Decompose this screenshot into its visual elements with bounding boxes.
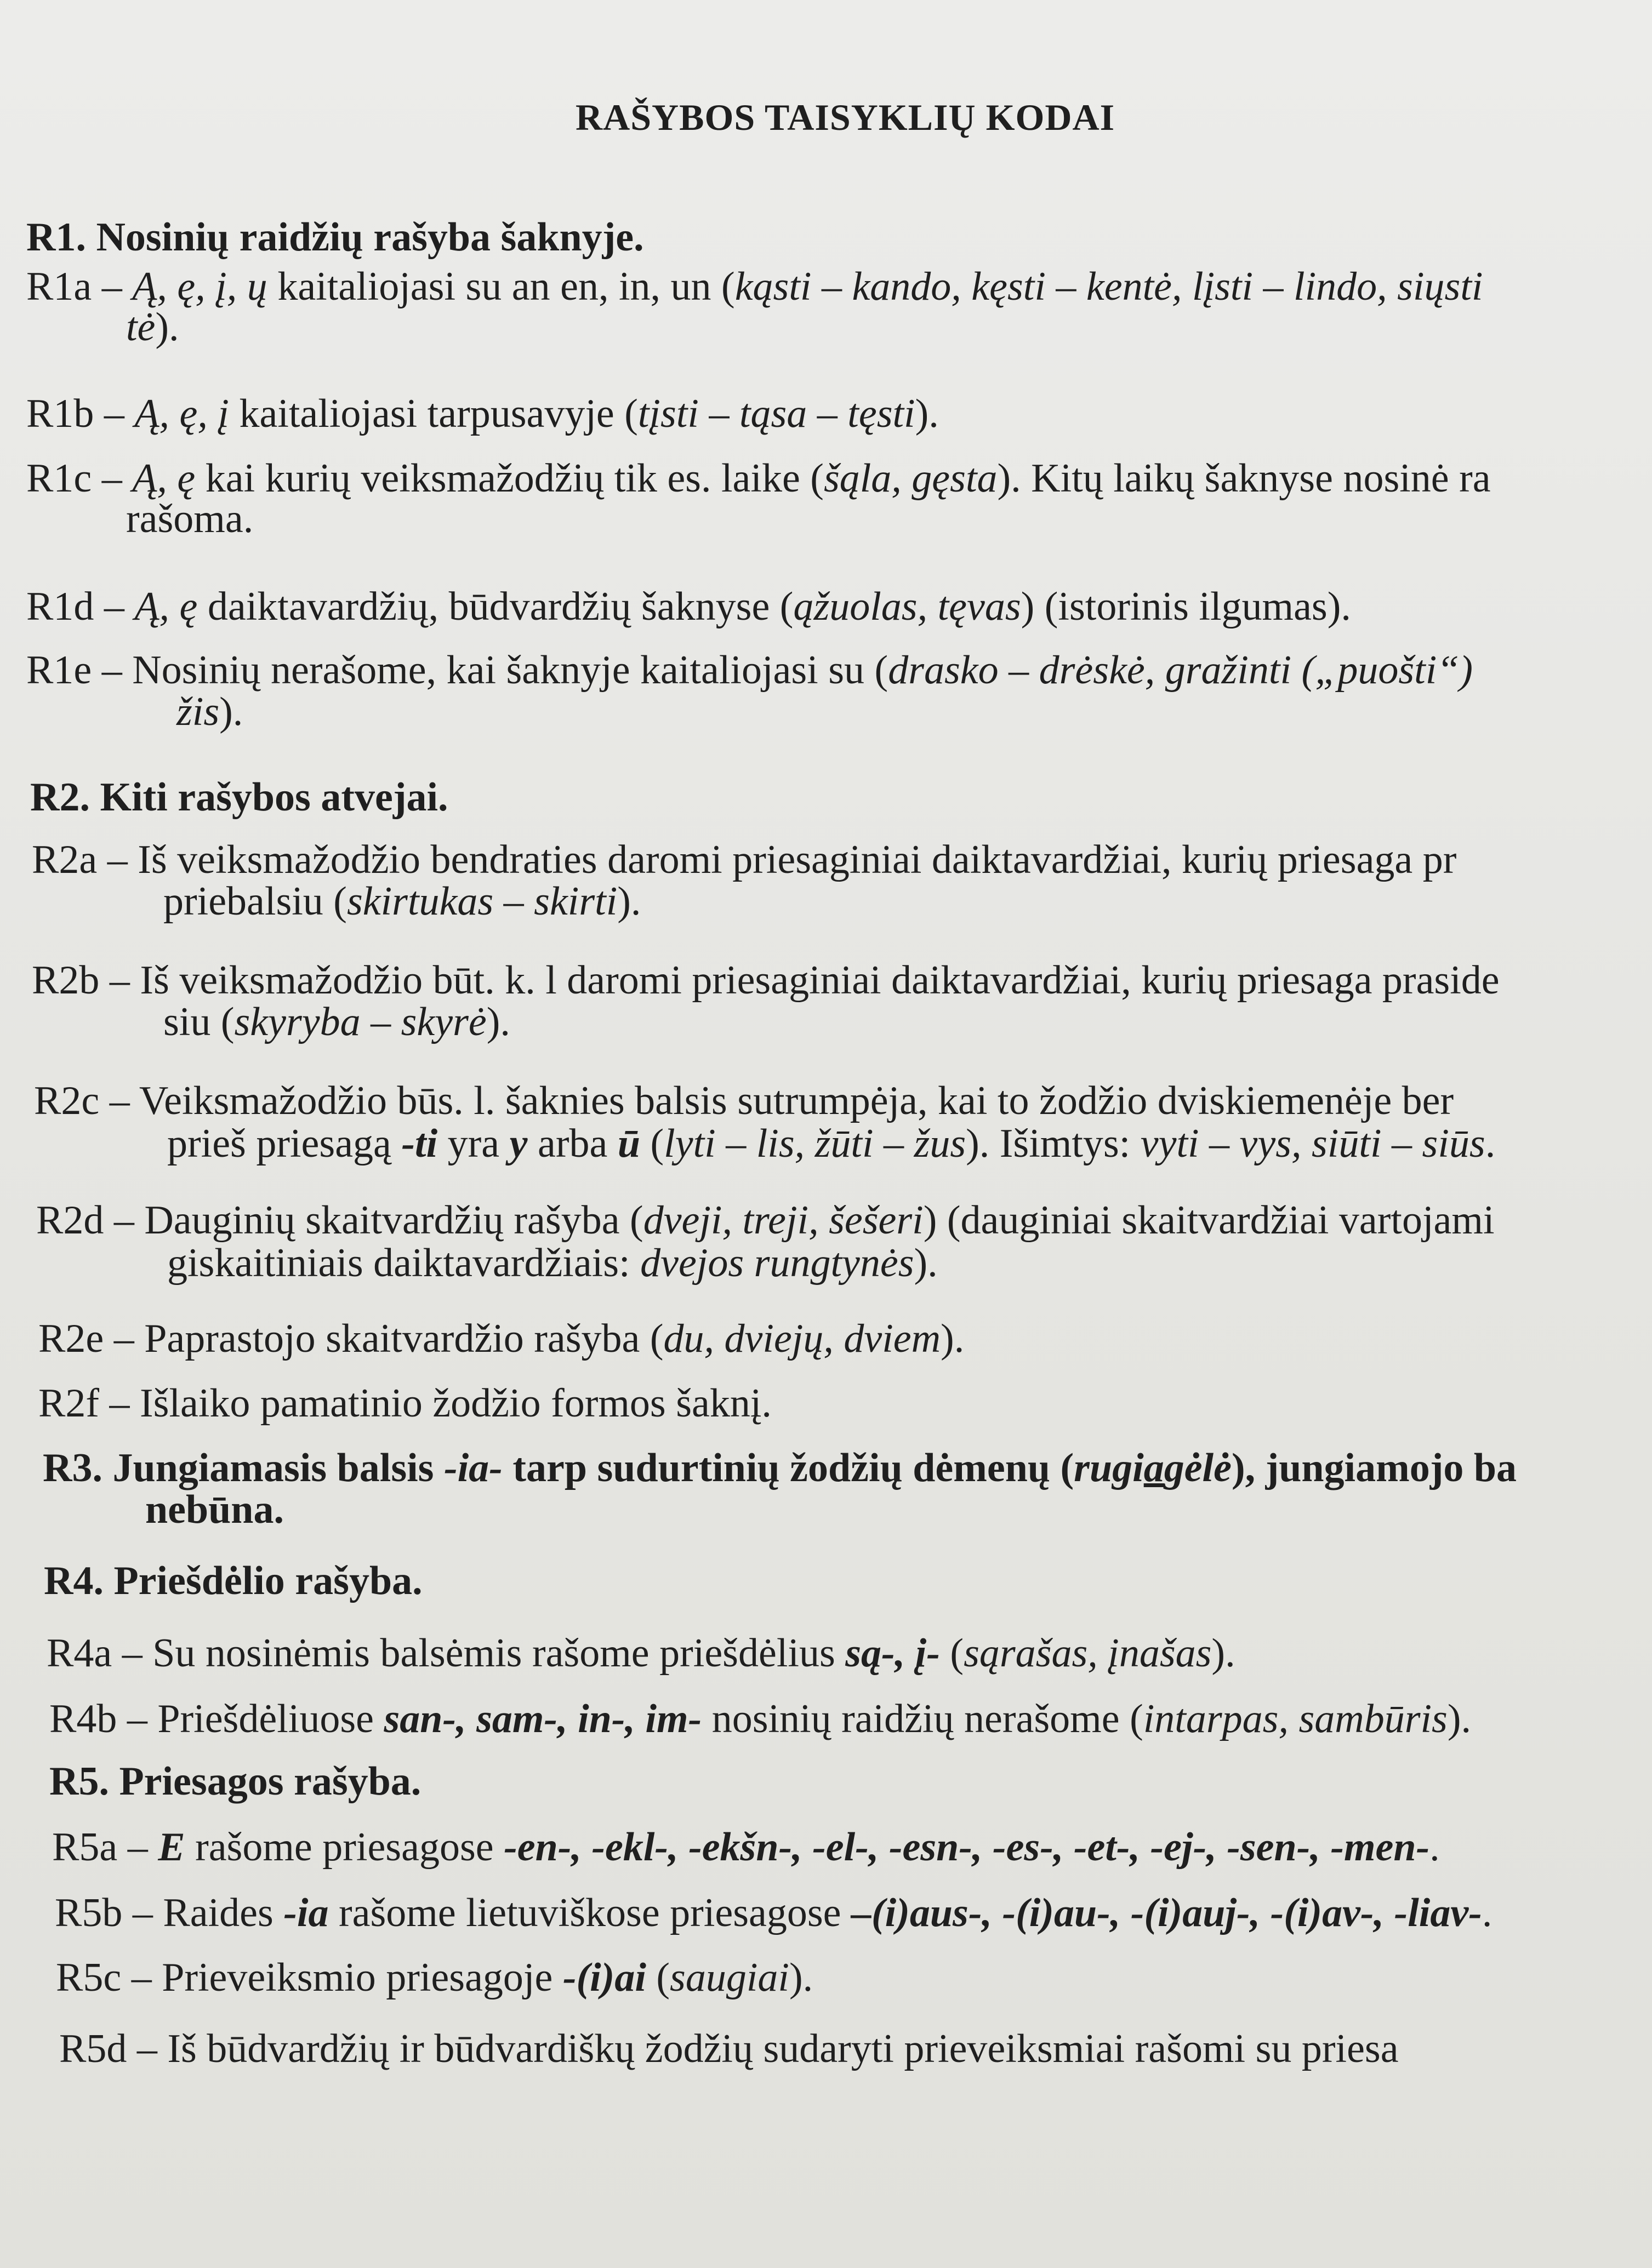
text-segment: –(i)aus-, -(i)au-, -(i)auj-, -(i)av-, -liav- [851,1890,1482,1935]
text-segment: R2b – Iš veiksmažodžio būt. k. l daromi priesaginiai daiktavardžiai, kurių priesaga praside [32,958,1500,1003]
text-segment: siu ( [163,999,235,1044]
text-segment: R1e – Nosinių nerašome, kai šaknyje kaitaliojasi su ( [26,648,888,693]
text-segment: R5b – Raides [55,1890,284,1935]
text-segment: rugi [1074,1446,1144,1490]
text-segment: kai kurių veiksmažodžių tik es. laike ( [195,456,824,501]
text-segment: Ą, ę [132,456,196,501]
text-segment: -ia- [443,1446,503,1490]
text-segment: R1a – [26,264,133,309]
rule-line-r1e-cont [176,687,243,736]
rule-line-r1c-cont [126,494,253,544]
text-segment: vyti – vys, siūti – siūs [1140,1121,1485,1166]
text-segment: ). [789,1955,813,2000]
text-segment: ) (istorinis ilgumas). [1021,584,1351,629]
text-segment: tįsti – tąsa – tęsti [637,391,915,436]
text-segment: R5d – Iš būdvardžių ir būdvardiškų žodžių sudaryti prieveiksmiai rašomi su priesa [59,2026,1399,2071]
rule-line-r2b-cont [163,997,510,1047]
text-segment: drasko – drėskė, gražinti („puošti“) [888,648,1473,693]
rule-line-r3-cont [145,1485,284,1534]
text-segment: lyti – lis, žūti – žus [664,1121,966,1166]
rule-line-r2d-cont [167,1238,938,1288]
text-segment: yra [437,1121,510,1166]
text-segment: a [1143,1446,1164,1490]
rule-line-r1b [26,389,939,438]
rule-line-r2c [34,1076,1454,1126]
rule-line-r4a [47,1629,1235,1678]
text-segment: sąrašas, įnašas [964,1631,1212,1676]
text-segment: -en-, -ekl-, -ekšn-, -el-, -esn-, -es-, -et-, -ej-, -sen-, -men- [504,1825,1430,1870]
text-segment: -ti [401,1121,438,1166]
rule-line-r5a [52,1823,1440,1872]
text-segment: rašome priesagose [185,1825,504,1870]
text-segment: Ą, ę, į, ų [132,264,267,309]
text-segment: du, dviejų, dviem [663,1316,941,1361]
rule-line-r2e [38,1314,964,1363]
text-segment: nebūna. [145,1487,284,1532]
text-segment: ). [941,1316,965,1361]
text-segment: ( [939,1631,964,1676]
text-segment: prieš priesagą [167,1121,402,1166]
text-segment: . [1482,1890,1493,1935]
text-segment: giskaitiniais daiktavardžiais: [167,1241,641,1286]
text-segment: . [1485,1121,1496,1166]
text-segment: ( [640,1121,664,1166]
page-title: RAŠYBOS TAISYKLIŲ KODAI [576,96,1115,138]
text-segment: dveji, treji, šešeri [643,1198,924,1243]
text-segment: tarp sudurtinių žodžių dėmenų ( [502,1446,1074,1490]
text-segment: ). [1211,1631,1235,1676]
text-segment: ). [914,1241,938,1286]
rule-line-r5d [59,2024,1399,2073]
rule-line-r5c [56,1953,813,2002]
text-segment: ). Išimtys: [966,1121,1141,1166]
rule-line-r1 [26,213,644,262]
text-segment: kaitaliojasi tarpusavyje ( [229,391,638,436]
text-segment: kąsti – kando, kęsti – kentė, lįsti – lindo, siųsti [734,264,1483,309]
text-segment: . [1429,1825,1440,1870]
text-segment: skirtukas – skirti [346,879,618,924]
text-segment: R5c – Prieveiksmio priesagoje [56,1955,563,2000]
rule-line-r1d [26,582,1351,631]
text-segment: žis [176,689,220,734]
rule-line-r2c-cont [167,1119,1495,1168]
rule-line-r1a-cont [126,302,179,352]
text-segment: skyryba – skyrė [234,999,487,1044]
rule-line-r5 [49,1757,421,1806]
text-segment: ). [915,391,939,436]
text-segment: ). Kitų laikų šaknyse nosinė ra [997,456,1491,501]
text-segment: -(i)ai [562,1955,646,2000]
text-segment: ū [617,1121,641,1166]
rule-line-r1e [26,645,1473,695]
text-segment: -ia [283,1890,329,1935]
text-segment: ąžuolas, tęvas [793,584,1021,629]
text-segment: tė [126,305,156,350]
text-segment: nosinių raidžių nerašome ( [702,1696,1143,1741]
text-segment: ( [646,1955,670,2000]
text-segment: rašome lietuviškose priesagose [328,1890,852,1935]
text-segment: intarpas, sambūris [1143,1696,1448,1741]
text-segment: arba [527,1121,618,1166]
text-segment: dvejos rungtynės [640,1241,914,1286]
text-segment: Ą, ę [134,584,198,629]
rule-line-r2a-cont [163,877,641,926]
text-segment: R4a – Su nosinėmis balsėmis rašome priešdėlius [47,1631,846,1676]
text-segment: saugiai [670,1955,789,2000]
rule-line-r4 [44,1556,423,1606]
text-segment: gėlė [1164,1446,1232,1490]
text-segment: R1b – [26,391,135,436]
text-segment: rašoma. [126,496,254,541]
text-segment: R1c – [26,456,133,501]
text-segment: R2a – Iš veiksmažodžio bendraties daromi priesaginiai daiktavardžiai, kurių priesaga pr [32,837,1457,882]
text-segment: priebalsiu ( [163,879,347,924]
text-segment: R1. Nosinių raidžių rašyba šaknyje. [26,215,644,260]
rule-line-r1a [26,262,1483,311]
text-segment: y [509,1121,528,1166]
text-segment: ). [155,305,179,350]
text-segment: Ą, ę, į [134,391,229,436]
rule-line-r2 [30,773,448,822]
text-segment: ). [1447,1696,1471,1741]
text-segment: ), jungiamojo ba [1231,1446,1517,1490]
text-segment: ). [486,999,510,1044]
text-segment: R4. Priešdėlio rašyba. [44,1558,423,1603]
text-segment: R2d – Dauginių skaitvardžių rašyba ( [36,1198,643,1243]
text-segment: R2f – Išlaiko pamatinio žodžio formos šaknį. [38,1381,772,1426]
text-segment: daiktavardžių, būdvardžių šaknyse ( [197,584,794,629]
text-segment: ) (dauginiai skaitvardžiai vartojami [923,1198,1495,1243]
text-segment: ). [219,689,243,734]
text-segment: R2. Kiti rašybos atvejai. [30,775,448,820]
text-segment: šąla, gęsta [823,456,998,501]
text-segment: R3. Jungiamasis balsis [43,1446,444,1490]
text-segment: R1d – [26,584,135,629]
text-segment: san-, sam-, in-, im- [384,1696,702,1741]
text-segment: R5. Priesagos rašyba. [49,1759,421,1804]
text-segment: ). [617,879,641,924]
rule-line-r2d [36,1196,1495,1245]
text-segment: kaitaliojasi su an en, in, un ( [267,264,735,309]
text-segment: E [158,1825,185,1870]
text-segment: R2c – Veiksmažodžio būs. l. šaknies balsis sutrumpėja, kai to žodžio dviskiemenėje ber [34,1078,1454,1123]
text-segment: R2e – Paprastojo skaitvardžio rašyba ( [38,1316,664,1361]
text-segment: R5a – [52,1825,158,1870]
text-segment: są-, į- [845,1631,940,1676]
rule-line-r4b [49,1694,1471,1744]
text-segment: R4b – Priešdėliuose [49,1696,384,1741]
rule-line-r2f [38,1379,772,1428]
rule-line-r5b [55,1888,1492,1938]
